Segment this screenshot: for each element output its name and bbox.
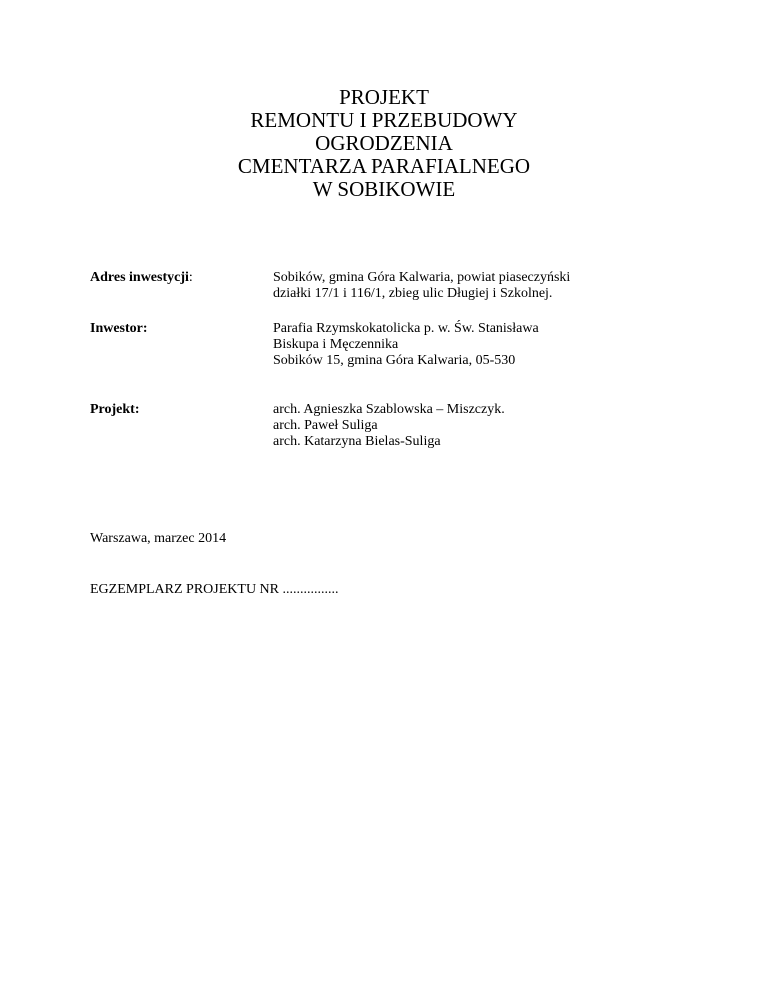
place-date: Warszawa, marzec 2014: [90, 531, 227, 546]
copy-number: EGZEMPLARZ PROJEKTU NR ................: [90, 582, 339, 597]
address-label-colon: :: [188, 270, 193, 285]
project-value: [273, 402, 693, 450]
address-line-2: działki 17/1 i 116/1, zbieg ulic Długiej i Szkolnej.: [273, 286, 553, 301]
title-line-1: PROJEKT: [339, 85, 429, 109]
address-label: [90, 270, 193, 286]
title-line-4: CMENTARZA PARAFIALNEGO: [237, 154, 531, 178]
investor-line-3: Sobików 15, gmina Góra Kalwaria, 05-530: [273, 353, 516, 368]
investor-line-2: Biskupa i Męczennika: [273, 337, 399, 352]
address-value: [273, 270, 693, 302]
title-line-5: W SOBIKOWIE: [312, 177, 456, 201]
investor-line-1: Parafia Rzymskokatolicka p. w. Św. Stanisława: [273, 321, 539, 336]
project-line-2: arch. Paweł Suliga: [273, 418, 378, 433]
project-line-1: arch. Agnieszka Szablowska – Miszczyk.: [273, 402, 505, 417]
investor-label: Inwestor:: [90, 321, 148, 336]
title-line-2: REMONTU I PRZEBUDOWY: [250, 108, 518, 132]
address-label-text: Adres inwestycji: [90, 270, 189, 285]
address-line-1: Sobików, gmina Góra Kalwaria, powiat piaseczyński: [273, 270, 571, 285]
title-line-3: OGRODZENIA: [315, 131, 453, 155]
investor-value: [273, 321, 693, 369]
project-label: Projekt:: [90, 402, 140, 417]
project-line-3: arch. Katarzyna Bielas-Suliga: [273, 434, 441, 449]
document-title: [0, 86, 768, 201]
